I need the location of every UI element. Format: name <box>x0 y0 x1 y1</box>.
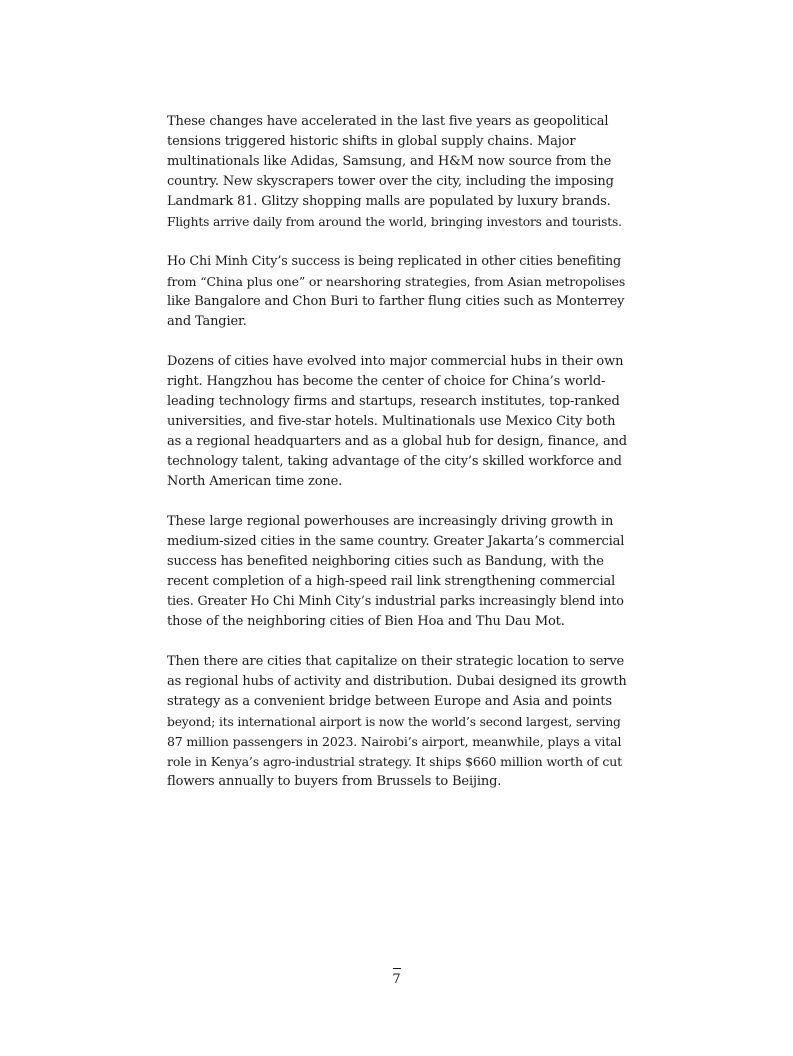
footer-divider <box>393 968 401 969</box>
paragraph-1 <box>167 112 629 232</box>
paragraph-line: beyond; its international airport is now the world’s second largest, serving <box>167 715 621 729</box>
paragraph-line: Then there are cities that capitalize on their strategic location to serve <box>167 654 625 669</box>
paragraph-line: These large regional powerhouses are increasingly driving growth in <box>167 514 614 529</box>
paragraph-line: success has benefited neighboring cities such as Bandung, with the <box>167 554 604 569</box>
paragraph-line: as a regional headquarters and as a global hub for design, finance, and <box>167 434 627 449</box>
paragraph-line: universities, and five-star hotels. Multinationals use Mexico City both <box>167 414 616 429</box>
paragraph-line: recent completion of a high-speed rail link strengthening commercial <box>167 574 616 589</box>
paragraph-line: like Bangalore and Chon Buri to farther flung cities such as Monterrey <box>167 294 625 309</box>
paragraph-3 <box>167 352 629 492</box>
paragraph-line: medium-sized cities in the same country. Greater Jakarta’s commercial <box>167 534 625 549</box>
page-number: 7 <box>392 972 401 987</box>
paragraph-line: North American time zone. <box>167 474 343 489</box>
paragraph-line: and Tangier. <box>167 314 247 329</box>
paragraph-line: right. Hangzhou has become the center of choice for China’s world- <box>167 374 606 389</box>
paragraph-2 <box>167 252 629 332</box>
paragraph-line: technology talent, taking advantage of the city’s skilled workforce and <box>167 454 622 469</box>
paragraph-line: leading technology firms and startups, research institutes, top-ranked <box>167 394 620 409</box>
paragraph-5 <box>167 652 629 792</box>
paragraph-line: from “China plus one” or nearshoring strategies, from Asian metropolises <box>167 274 626 289</box>
paragraph-spacer <box>167 232 629 252</box>
paragraph-4 <box>167 512 629 632</box>
paragraph-line: These changes have accelerated in the last five years as geopolitical <box>167 114 609 129</box>
body-text <box>167 112 629 792</box>
paragraph-line: ties. Greater Ho Chi Minh City’s industrial parks increasingly blend into <box>167 594 624 609</box>
paragraph-line: flowers annually to buyers from Brussels to Beijing. <box>167 774 502 789</box>
page-footer <box>0 962 793 988</box>
paragraph-spacer <box>167 492 629 512</box>
paragraph-line: country. New skyscrapers tower over the city, including the imposing <box>167 174 614 189</box>
paragraph-line: strategy as a convenient bridge between Europe and Asia and points <box>167 694 612 709</box>
paragraph-line: those of the neighboring cities of Bien Hoa and Thu Dau Mot. <box>167 614 565 629</box>
paragraph-line: as regional hubs of activity and distribution. Dubai designed its growth <box>167 674 627 689</box>
paragraph-spacer <box>167 632 629 652</box>
paragraph-line: tensions triggered historic shifts in global supply chains. Major <box>167 134 576 149</box>
paragraph-line: Dozens of cities have evolved into major commercial hubs in their own <box>167 354 624 369</box>
paragraph-line: 87 million passengers in 2023. Nairobi’s airport, meanwhile, plays a vital <box>167 734 622 749</box>
paragraph-line: multinationals like Adidas, Samsung, and H&M now source from the <box>167 154 612 169</box>
paragraph-line: role in Kenya’s agro-industrial strategy. It ships $660 million worth of cut <box>167 754 622 769</box>
paragraph-line: Flights arrive daily from around the world, bringing investors and tourists. <box>167 215 622 229</box>
paragraph-line: Ho Chi Minh City’s success is being replicated in other cities benefiting <box>167 254 622 269</box>
paragraph-line: Landmark 81. Glitzy shopping malls are populated by luxury brands. <box>167 194 611 209</box>
paragraph-spacer <box>167 332 629 352</box>
